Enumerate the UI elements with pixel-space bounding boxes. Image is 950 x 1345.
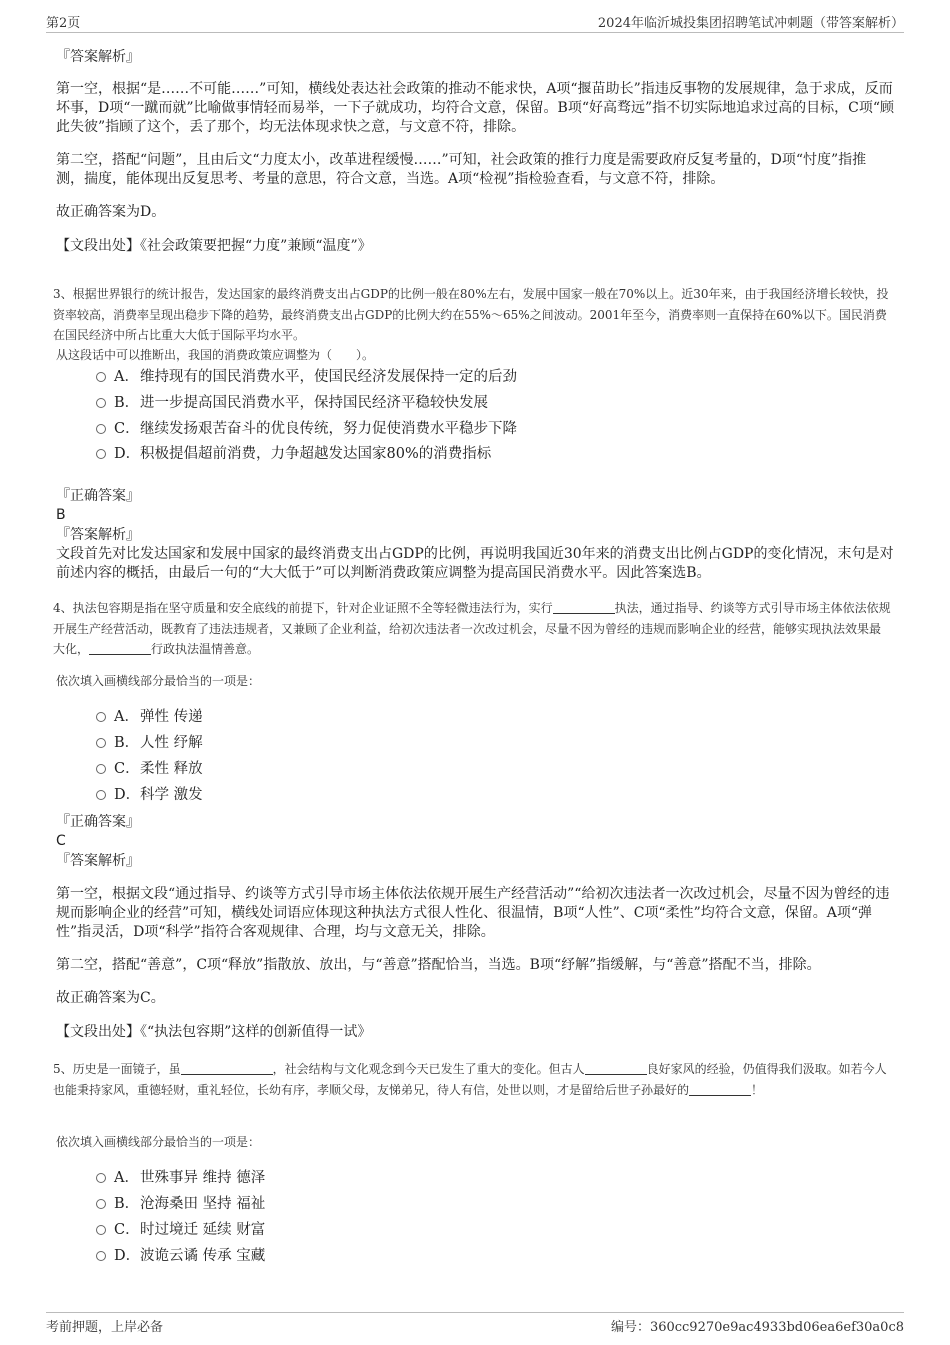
q4-stem: 4、执法包容期是指在坚守质量和安全底线的前提下，针对企业证照不全等轻微违法行为，实行 执法，通过指导、约谈等方式引导市场主体依法依规开展生产经营活动，既教育了违法违规者，又兼顾了企业利益，给初次违法者一次改过机会，尽量不因为曾经的违规而影响企业的经营，能够实现执法效果最大化， 行政执法温情善意。 bbox=[53, 601, 891, 656]
q5-option-b[interactable]: B．沧海桑田 坚持 福祉 bbox=[96, 1194, 265, 1214]
q3-stem: 3、根据世界银行的统计报告，发达国家的最终消费支出占GDP的比例一般在80%左右，发展中国家一般在70%以上。近30年来，由于我国经济增长较快，投资率较高，消费率呈现出稳步下降的趋势，最终消费支出占GDP的比例大约在55%～65%之间波动。2001年至今，消费率则一直保持在60%以下。国民消费在国民经济中所占比重大大低于国际平均水平。 bbox=[53, 287, 889, 342]
radio-button[interactable] bbox=[96, 449, 106, 459]
q4-analysis-para1: 第一空，根据文段“通过指导、约谈等方式引导市场主体依法依规开展生产经营活动”“给初次违法者一次改过机会，尽量不因为曾经的违规而影响企业的经营”可知，横线处词语应体现这种执法方式很人性化、很温情，B项“人性”、C项“柔性”均符合文意，保留。A项“弹性”指灵活，D项“科学”指符合客观规律、合理，均与文意无关，排除。 bbox=[56, 886, 890, 940]
q5-option-a[interactable]: A．世殊事异 维持 德泽 bbox=[96, 1168, 265, 1188]
q4-analysis-para2: 第二空，搭配“善意”，C项“释放”指散放、放出，与“善意”搭配恰当，当选。B项“纾解”指缓解，与“善意”搭配不当，排除。 bbox=[56, 957, 821, 973]
blank-line bbox=[553, 601, 615, 614]
q2-source: 【文段出处】《社会政策要把握“力度”兼顾“温度”》 bbox=[56, 238, 372, 254]
radio-button[interactable] bbox=[96, 1173, 106, 1183]
page-number: 第2页 bbox=[46, 16, 81, 31]
radio-button[interactable] bbox=[96, 424, 106, 434]
radio-button[interactable] bbox=[96, 1225, 106, 1235]
q4-answer-label: 『正确答案』 bbox=[56, 814, 140, 830]
q3-option-b[interactable]: B．进一步提高国民消费水平，保持国民经济平稳较快发展 bbox=[96, 393, 488, 413]
blank-line bbox=[585, 1062, 647, 1075]
footer-slogan: 考前押题，上岸必备 bbox=[46, 1320, 164, 1335]
q2-conclusion: 故正确答案为D。 bbox=[56, 204, 166, 220]
q3-option-d[interactable]: D．积极提倡超前消费，力争超越发达国家80%的消费指标 bbox=[96, 444, 491, 464]
radio-button[interactable] bbox=[96, 790, 106, 800]
page-footer bbox=[46, 1312, 904, 1335]
document-title: 2024年临沂城投集团招聘笔试冲刺题（带答案解析） bbox=[597, 16, 904, 31]
q3-question: 从这段话中可以推断出，我国的消费政策应调整为（ ）。 bbox=[56, 348, 375, 362]
q4-option-d[interactable]: D．科学 激发 bbox=[96, 785, 203, 805]
q3-analysis-label: 『答案解析』 bbox=[56, 527, 140, 543]
q5-option-d[interactable]: D．波诡云谲 传承 宝藏 bbox=[96, 1246, 265, 1266]
blank-line bbox=[181, 1062, 273, 1075]
q4-option-c[interactable]: C．柔性 释放 bbox=[96, 759, 203, 779]
radio-button[interactable] bbox=[96, 372, 106, 382]
radio-button[interactable] bbox=[96, 398, 106, 408]
radio-button[interactable] bbox=[96, 764, 106, 774]
radio-button[interactable] bbox=[96, 1199, 106, 1209]
q4-option-a[interactable]: A．弹性 传递 bbox=[96, 707, 203, 727]
q2-analysis-para2: 第二空，搭配“问题”，且由后文“力度太小，改革进程缓慢……”可知，社会政策的推行力度是需要政府反复考量的，D项“忖度”指推测，揣度，能体现出反复思考、考量的意思，符合文意，当选。A项“检视”指检验查看，与文意不符，排除。 bbox=[56, 152, 867, 187]
q4-answer: C bbox=[56, 833, 66, 849]
q4-analysis-label: 『答案解析』 bbox=[56, 853, 140, 869]
q4-question: 依次填入画横线部分最恰当的一项是： bbox=[56, 674, 261, 688]
q4-source: 【文段出处】《“执法包容期”这样的创新值得一试》 bbox=[56, 1024, 372, 1040]
q4-option-b[interactable]: B．人性 纾解 bbox=[96, 733, 203, 753]
page-header bbox=[46, 12, 904, 33]
blank-line bbox=[689, 1083, 751, 1096]
radio-button[interactable] bbox=[96, 1251, 106, 1261]
radio-button[interactable] bbox=[96, 738, 106, 748]
q2-analysis-label: 『答案解析』 bbox=[56, 49, 140, 65]
q4-conclusion: 故正确答案为C。 bbox=[56, 990, 165, 1006]
q5-stem: 5、历史是一面镜子，虽 ，社会结构与文化观念到今天已发生了重大的变化。但古人 良好家风的经验，仍值得我们汲取。如若今人也能秉持家风，重德轻财，重礼轻位，长幼有序，孝顺父母，友悌弟兄，待人有信，处世以则，才是留给后世子孙最好的 ！ bbox=[53, 1062, 887, 1097]
radio-button[interactable] bbox=[96, 712, 106, 722]
q2-analysis-para1: 第一空，根据“是……不可能……”可知，横线处表达社会政策的推动不能求快，A项“揠苗助长”指违反事物的发展规律，急于求成，反而坏事，D项“一蹴而就”比喻做事情轻而易举，一下子就成功，均符合文意，保留。B项“好高骛远”指不切实际地追求过高的目标，C项“顾此失彼”指顾了这个，丢了那个，均无法体现求快之意，与文意不符，排除。 bbox=[56, 81, 895, 135]
q3-option-c[interactable]: C．继续发扬艰苦奋斗的优良传统，努力促使消费水平稳步下降 bbox=[96, 419, 517, 439]
q3-answer: B bbox=[56, 507, 66, 523]
document-code: 编号：360cc9270e9ac4933bd06ea6ef30a0c8 bbox=[610, 1320, 904, 1335]
q5-option-c[interactable]: C．时过境迁 延续 财富 bbox=[96, 1220, 265, 1240]
q5-question: 依次填入画横线部分最恰当的一项是： bbox=[56, 1135, 261, 1149]
blank-line bbox=[89, 642, 151, 655]
q3-answer-label: 『正确答案』 bbox=[56, 488, 140, 504]
q3-option-a[interactable]: A．维持现有的国民消费水平，使国民经济发展保持一定的后劲 bbox=[96, 367, 517, 387]
q3-analysis: 文段首先对比发达国家和发展中国家的最终消费支出占GDP的比例，再说明我国近30年来的消费支出比例占GDP的变化情况，末句是对前述内容的概括，由最后一句的“大大低于”可以判断消费政策应调整为提高国民消费水平。因此答案选B。 bbox=[56, 546, 894, 581]
